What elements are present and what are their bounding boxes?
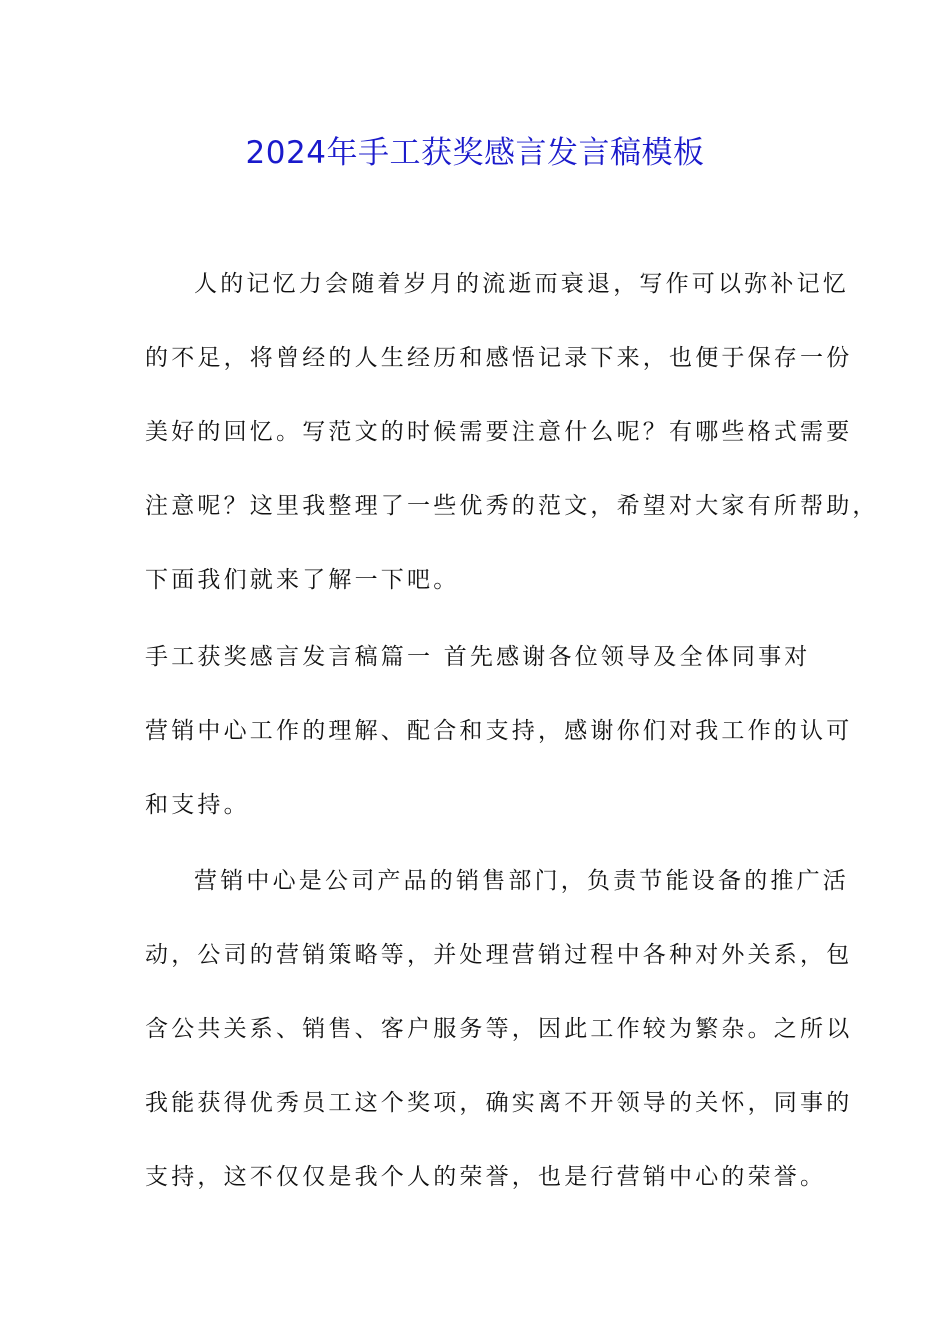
paragraph-3-line-1: 营销中心是公司产品的销售部门，负责节能设备的推广活 <box>194 868 849 894</box>
paragraph-3-line-2: 动，公司的营销策略等，并处理营销过程中各种对外关系，包 <box>145 942 853 968</box>
paragraph-1-line-5: 下面我们就来了解一下吧。 <box>145 567 460 593</box>
paragraph-1-line-2: 的不足，将曾经的人生经历和感悟记录下来，也便于保存一份 <box>145 345 853 371</box>
paragraph-1-line-4: 注意呢？这里我整理了一些优秀的范文，希望对大家有所帮助， <box>145 493 879 519</box>
section-heading-line: 手工获奖感言发言稿篇一 首先感谢各位领导及全体同事对 <box>145 644 811 670</box>
paragraph-3-line-5: 支持，这不仅仅是我个人的荣誉，也是行营销中心的荣誉。 <box>145 1164 827 1190</box>
paragraph-2-line-3: 和支持。 <box>145 792 250 818</box>
paragraph-3-line-3: 含公共关系、销售、客户服务等，因此工作较为繁杂。之所以 <box>145 1016 853 1042</box>
paragraph-3-line-4: 我能获得优秀员工这个奖项，确实离不开领导的关怀，同事的 <box>145 1090 853 1116</box>
document-title: 2024年手工获奖感言发言稿模板 <box>245 135 705 171</box>
paragraph-1-line-1: 人的记忆力会随着岁月的流逝而衰退，写作可以弥补记忆 <box>194 271 849 297</box>
paragraph-1-line-3: 美好的回忆。写范文的时候需要注意什么呢？有哪些格式需要 <box>145 419 853 445</box>
paragraph-2-line-2: 营销中心工作的理解、配合和支持，感谢你们对我工作的认可 <box>145 718 853 744</box>
